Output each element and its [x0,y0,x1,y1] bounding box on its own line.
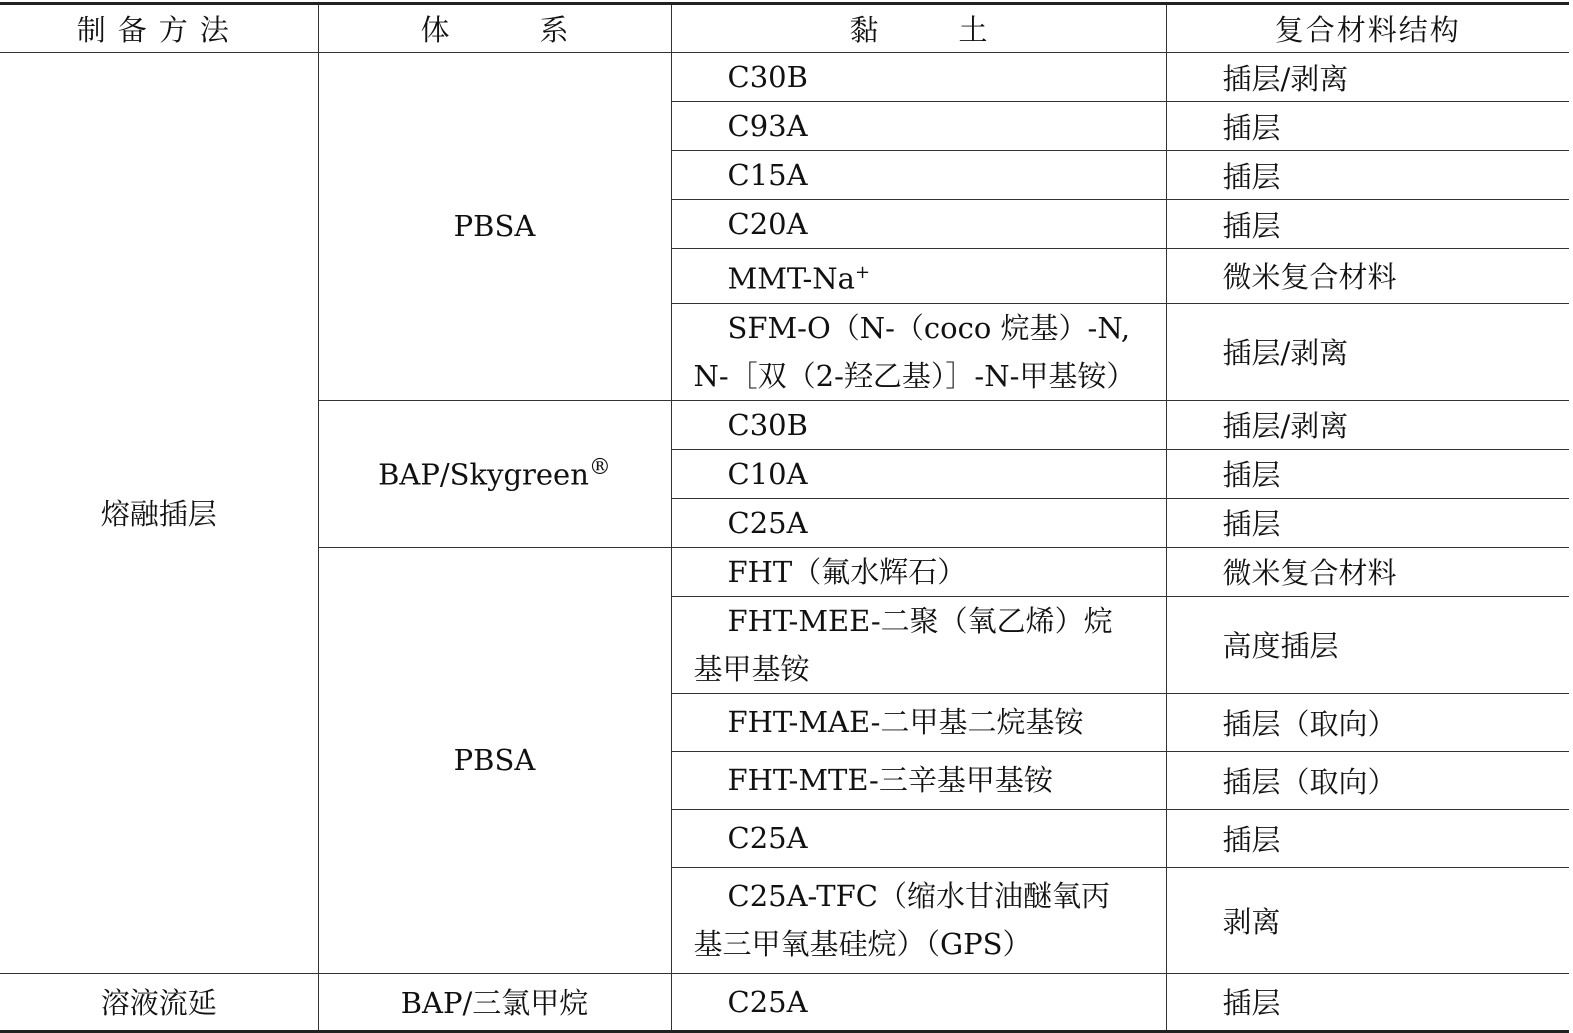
structure-cell: 插层（取向） [1166,693,1569,751]
clay-cell: FHT-MAE-二甲基二烷基铵 [671,693,1166,751]
structure-cell: 剥离 [1166,867,1569,973]
system-cell-pbsa-2: PBSA [318,547,671,973]
system-cell-bap-chloroform: BAP/三氯甲烷 [318,973,671,1031]
clay-cell [671,596,1166,693]
clay-cell: C10A [671,449,1166,498]
structure-cell: 插层/剥离 [1166,303,1569,400]
clay-cell: C30B [671,53,1166,102]
structure-cell: 插层/剥离 [1166,400,1569,449]
clay-line-1: SFM-O（N-（coco 烷基）-N, [727,310,1131,345]
system-cell-bap-skygreen [318,400,671,547]
structure-cell: 插层 [1166,102,1569,151]
method-cell-melt: 熔融插层 [0,53,318,974]
clay-line-1: FHT-MEE-二聚（氧乙烯）烷 [727,603,1113,638]
clay-cell: FHT-MTE-三辛基甲基铵 [671,751,1166,809]
structure-cell: 插层 [1166,151,1569,200]
registered-mark: ® [588,455,611,481]
structure-cell: 插层 [1166,973,1569,1031]
clay-cell: C20A [671,200,1166,249]
structure-cell: 插层/剥离 [1166,53,1569,102]
clay-composite-table [0,2,1569,1033]
structure-cell: 插层 [1166,498,1569,547]
clay-cell [671,249,1166,304]
header-method: 制备方法 [0,4,318,53]
table-row [0,53,1569,102]
system-cell-pbsa-1: PBSA [318,53,671,401]
clay-cell [671,303,1166,400]
structure-cell: 插层 [1166,809,1569,867]
clay-cell: C25A [671,973,1166,1031]
header-structure: 复合材料结构 [1166,4,1569,53]
clay-cell: C93A [671,102,1166,151]
structure-cell: 微米复合材料 [1166,249,1569,304]
clay-line-2: 基三甲氧基硅烷）（GPS） [693,927,1032,962]
clay-cell: C30B [671,400,1166,449]
header-clay: 黏土 [671,4,1166,53]
clay-line-2: 基甲基铵 [693,651,810,686]
structure-cell: 微米复合材料 [1166,547,1569,596]
clay-text: MMT-Na [727,261,855,296]
clay-line-2: N-［双（2-羟乙基）］-N-甲基铵） [693,358,1136,393]
structure-cell: 插层 [1166,200,1569,249]
structure-cell: 插层 [1166,449,1569,498]
header-system: 体系 [318,4,671,53]
clay-line-1: C25A-TFC（缩水甘油醚氧丙 [727,879,1110,914]
clay-superscript: + [854,262,871,283]
structure-cell: 高度插层 [1166,596,1569,693]
clay-cell: C15A [671,151,1166,200]
clay-cell: FHT（氟水辉石） [671,547,1166,596]
structure-cell: 插层（取向） [1166,751,1569,809]
clay-cell: C25A [671,498,1166,547]
system-text: BAP/Skygreen [378,457,589,492]
method-cell-solution: 溶液流延 [0,973,318,1031]
table-row [0,973,1569,1031]
clay-cell [671,867,1166,973]
header-row [0,4,1569,53]
clay-cell: C25A [671,809,1166,867]
